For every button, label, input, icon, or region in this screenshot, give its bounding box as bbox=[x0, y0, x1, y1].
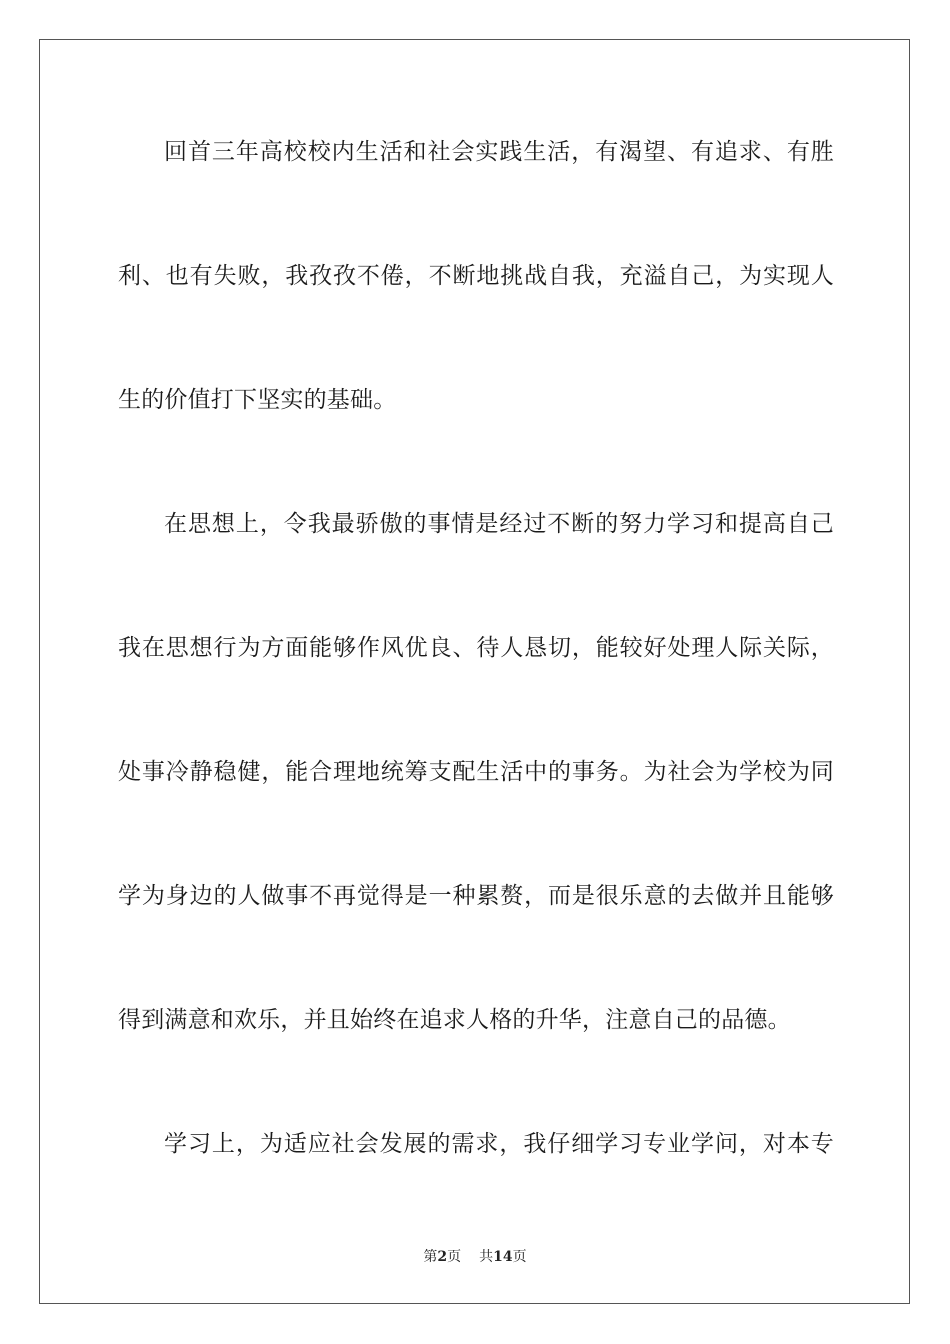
paragraph-2-line-3: 处事冷静稳健，能合理地统筹支配生活中的事务。为社会为学校为同 bbox=[118, 759, 834, 785]
paragraph-2-line-1: 在思想上，令我最骄傲的事情是经过不断的努力学习和提高自己 bbox=[164, 511, 834, 537]
paragraph-1-line-2: 利、也有失败，我孜孜不倦，不断地挑战自我，充溢自己，为实现人 bbox=[118, 263, 834, 289]
total-prefix: 共 bbox=[479, 1249, 494, 1265]
paragraph-2-line-4: 学为身边的人做事不再觉得是一种累赘，而是很乐意的去做并且能够 bbox=[118, 883, 834, 909]
paragraph-1-line-1: 回首三年高校校内生活和社会实践生活，有渴望、有追求、有胜 bbox=[164, 139, 834, 165]
page-footer bbox=[0, 1248, 950, 1266]
total-suffix: 页 bbox=[512, 1249, 527, 1265]
paragraph-2-line-2: 我在思想行为方面能够作风优良、待人恳切，能较好处理人际关际， bbox=[118, 635, 834, 661]
page-border bbox=[39, 39, 910, 1304]
page-prefix: 第 bbox=[423, 1249, 438, 1265]
paragraph-2-line-5: 得到满意和欢乐，并且始终在追求人格的升华，注意自己的品德。 bbox=[118, 1007, 791, 1033]
paragraph-3-line-1: 学习上，为适应社会发展的需求，我仔细学习专业学问，对本专 bbox=[164, 1131, 834, 1157]
paragraph-1-line-3: 生的价值打下坚实的基础。 bbox=[118, 387, 397, 413]
total-pages: 14 bbox=[493, 1249, 513, 1265]
page-suffix: 页 bbox=[447, 1249, 462, 1265]
page-number: 2 bbox=[437, 1249, 448, 1265]
